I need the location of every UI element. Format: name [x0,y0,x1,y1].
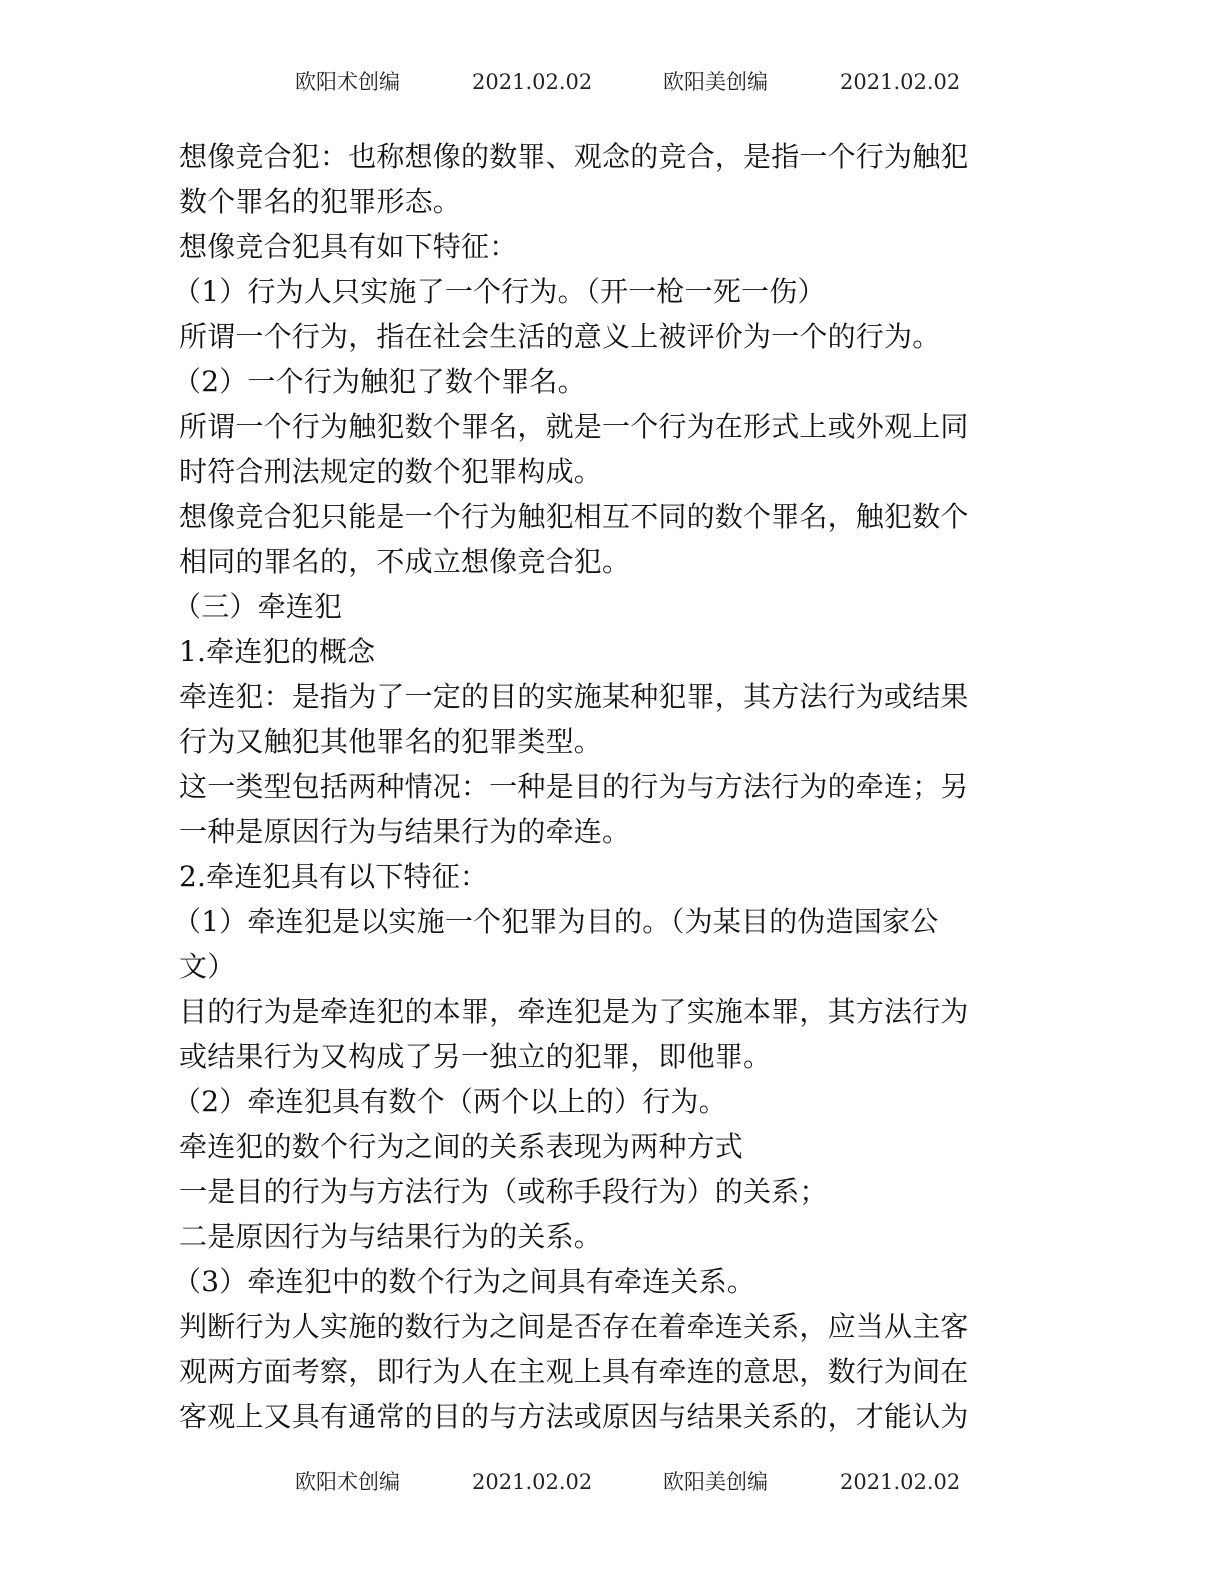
document-body [173,134,1044,1439]
section-heading: （三）牵连犯 [173,590,343,623]
footer-date-1: 2021.02.02 [472,1470,593,1494]
footer-author-2: 欧阳美创编 [663,1470,768,1494]
subsection-heading: 2.牵连犯具有以下特征： [179,860,489,893]
body-line: （1）牵连犯是以实施一个犯罪为目的。（为某目的伪造国家公 [173,905,939,938]
body-line: （2）一个行为触犯了数个罪名。 [173,365,586,398]
body-line: 所谓一个行为触犯数个罪名，就是一个行为在形式上或外观上同 [179,410,969,443]
body-line: 目的行为是牵连犯的本罪，牵连犯是为了实施本罪，其方法行为 [179,995,969,1028]
header-author-2: 欧阳美创编 [663,70,768,94]
body-line: 判断行为人实施的数行为之间是否存在着牵连关系，应当从主客 [179,1310,969,1343]
body-line: （1）行为人只实施了一个行为。（开一枪一死一伤） [173,275,826,308]
body-line: （2）牵连犯具有数个（两个以上的）行为。 [173,1085,727,1118]
body-line: （3）牵连犯中的数个行为之间具有牵连关系。 [173,1265,756,1298]
footer-date-2: 2021.02.02 [840,1470,961,1494]
body-line: 时符合刑法规定的数个犯罪构成。 [179,455,603,488]
body-line: 想像竞合犯具有如下特征： [179,230,518,263]
body-line: 行为又触犯其他罪名的犯罪类型。 [179,725,603,758]
subsection-heading: 1.牵连犯的概念 [179,635,376,668]
body-line: 相同的罪名的，不成立想像竞合犯。 [179,545,631,578]
header-date-1: 2021.02.02 [472,70,593,94]
header-author-1: 欧阳术创编 [295,70,400,94]
body-line: 想像竞合犯只能是一个行为触犯相互不同的数个罪名，触犯数个 [179,500,969,533]
body-line: 观两方面考察，即行为人在主观上具有牵连的意思，数行为间在 [179,1355,969,1388]
page-header [0,62,1224,102]
body-line: 文） [179,950,236,983]
body-line: 数个罪名的犯罪形态。 [179,185,462,218]
header-date-2: 2021.02.02 [840,70,961,94]
page-footer [0,1462,1224,1502]
body-line: 所谓一个行为，指在社会生活的意义上被评价为一个的行为。 [179,320,941,353]
body-line: 一是目的行为与方法行为（或称手段行为）的关系； [179,1175,828,1208]
body-line: 想像竞合犯：也称想像的数罪、观念的竞合，是指一个行为触犯 [179,140,969,173]
body-line: 牵连犯：是指为了一定的目的实施某种犯罪，其方法行为或结果 [179,680,969,713]
body-line: 或结果行为又构成了另一独立的犯罪，即他罪。 [179,1040,772,1073]
body-line: 牵连犯的数个行为之间的关系表现为两种方式 [179,1130,744,1163]
body-line: 一种是原因行为与结果行为的牵连。 [179,815,631,848]
body-line: 客观上又具有通常的目的与方法或原因与结果关系的，才能认为 [179,1400,969,1433]
body-line: 这一类型包括两种情况：一种是目的行为与方法行为的牵连；另 [179,770,969,803]
body-line: 二是原因行为与结果行为的关系。 [179,1220,603,1253]
footer-author-1: 欧阳术创编 [295,1470,400,1494]
